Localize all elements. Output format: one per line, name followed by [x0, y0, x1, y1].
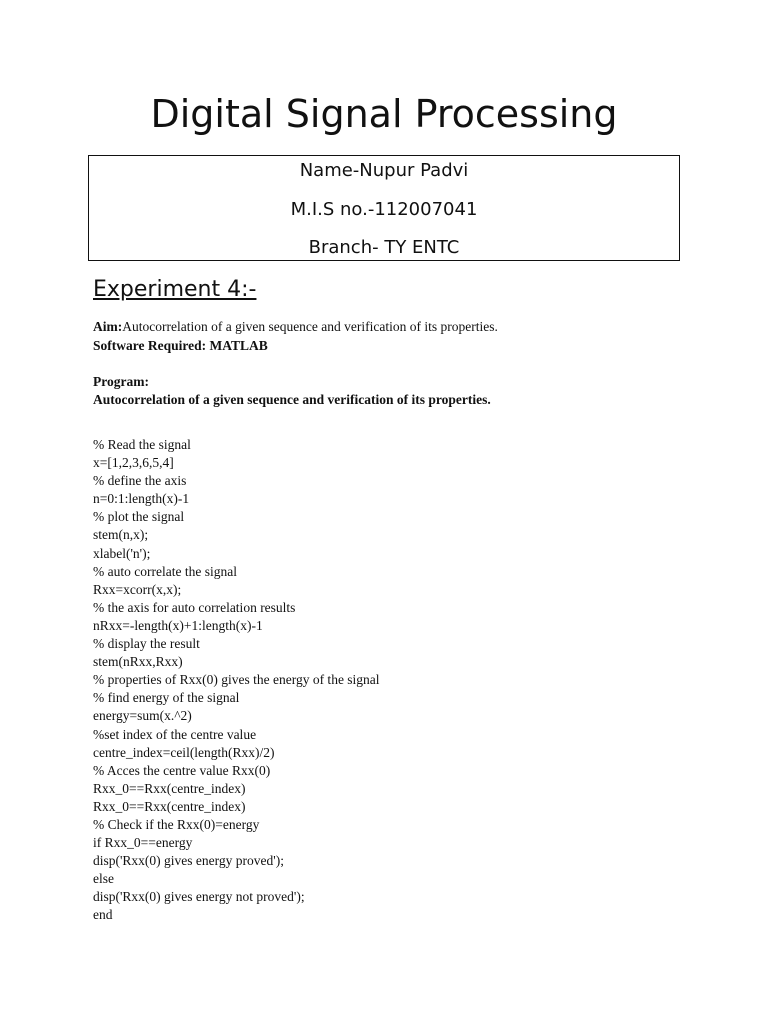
code-line: % auto correlate the signal [93, 563, 237, 579]
student-info-box [88, 155, 680, 261]
code-line: % the axis for auto correlation results [93, 599, 296, 615]
code-line: % Read the signal [93, 437, 191, 452]
code-line: % find energy of the signal [93, 690, 240, 706]
code-line: % define the axis [93, 473, 187, 489]
code-line: % plot the signal [93, 509, 185, 525]
code-line: disp('Rxx(0) gives energy proved'); [93, 853, 284, 869]
document-title: Digital Signal Processing [150, 92, 618, 136]
code-line: Rxx=xcorr(x,x); [93, 581, 182, 597]
aim-text: Autocorrelation of a given sequence and verification of its properties. [122, 319, 498, 334]
code-line: if Rxx_0==energy [93, 835, 193, 851]
software-required: Software Required: MATLAB [93, 338, 268, 353]
code-line: % properties of Rxx(0) gives the energy of the signal [93, 672, 380, 688]
code-line: centre_index=ceil(length(Rxx)/2) [93, 744, 275, 760]
code-line: energy=sum(x.^2) [93, 708, 192, 724]
code-line: else [93, 871, 114, 887]
code-line: % Check if the Rxx(0)=energy [93, 816, 260, 832]
aim-line [93, 318, 498, 336]
code-line: nRxx=-length(x)+1:length(x)-1 [93, 617, 263, 633]
student-branch: Branch- TY ENTC [308, 237, 460, 258]
code-line: disp('Rxx(0) gives energy not proved'); [93, 889, 305, 905]
code-line: n=0:1:length(x)-1 [93, 491, 190, 507]
student-mis-number: M.I.S no.-112007041 [290, 199, 478, 220]
code-line: %set index of the centre value [93, 726, 257, 742]
code-line: Rxx_0==Rxx(centre_index) [93, 780, 246, 796]
code-listing [93, 436, 380, 925]
aim-label: Aim: [93, 319, 123, 334]
code-line: % Acces the centre value Rxx(0) [93, 762, 271, 778]
code-line: xlabel('n'); [93, 545, 151, 561]
code-line: stem(nRxx,Rxx) [93, 654, 183, 670]
program-label: Program: [93, 374, 149, 389]
code-line: stem(n,x); [93, 527, 149, 543]
code-line: x=[1,2,3,6,5,4] [93, 455, 174, 471]
student-name: Name-Nupur Padvi [299, 160, 469, 181]
code-line: % display the result [93, 636, 200, 652]
code-line: Rxx_0==Rxx(centre_index) [93, 798, 246, 814]
program-title: Autocorrelation of a given sequence and verification of its properties. [93, 392, 491, 407]
experiment-heading: Experiment 4:- [93, 277, 257, 302]
code-line: end [93, 907, 113, 923]
